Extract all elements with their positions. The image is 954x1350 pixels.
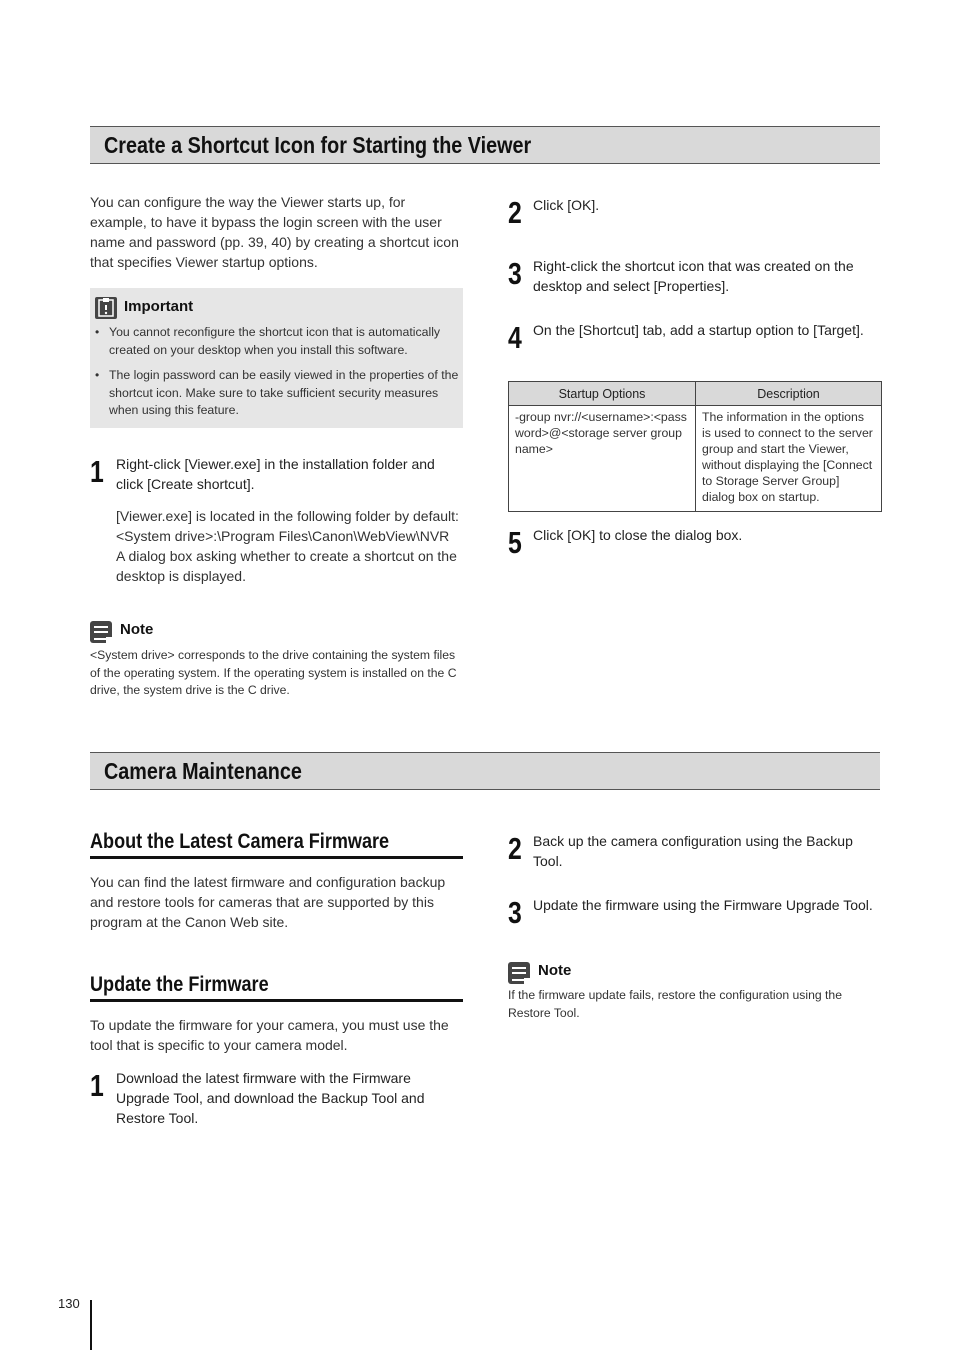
firmware-paragraph: You can find the latest firmware and configuration backup and restore tools for cameras that are supported by this program at the Canon Web site.: [90, 874, 446, 930]
step-text: Download the latest firmware with the Firmware Upgrade Tool, and download the Backup Tool and Restore Tool.: [116, 1070, 425, 1126]
important-item: You cannot reconfigure the shortcut icon that is automatically created on your desktop when you install this software.: [109, 325, 441, 357]
table-header: Startup Options: [509, 382, 696, 406]
subheading-latest-firmware: [90, 826, 463, 859]
note-label: Note: [538, 962, 572, 979]
step-text: Right-click [Viewer.exe] in the installation folder and click [Create shortcut].: [116, 456, 435, 492]
step-detail-path: <System drive>:\Program Files\Canon\WebView\NVR: [116, 528, 450, 544]
table-cell: [509, 406, 696, 512]
step-number: 1: [90, 454, 104, 489]
page-number: 130: [58, 1296, 80, 1311]
step-text: Click [OK] to close the dialog box.: [533, 527, 743, 543]
subheading-text: About the Latest Camera Firmware: [90, 830, 390, 853]
important-item: The login password can be easily viewed in the properties of the shortcut icon. Make sure to take sufficient security measures when using this feature.: [109, 368, 459, 417]
step-text: Click [OK].: [533, 197, 600, 213]
note-text: If the firmware update fails, restore the configuration using the Restore Tool.: [508, 988, 842, 1020]
section-title: Camera Maintenance: [104, 758, 302, 784]
step-number: 2: [508, 831, 522, 866]
subheading-text: Update the Firmware: [90, 973, 269, 996]
important-icon: [95, 297, 117, 319]
step-text: Right-click the shortcut icon that was created on the desktop and select [Properties].: [533, 258, 854, 294]
step-detail-line: [Viewer.exe] is located in the following folder by default:: [116, 508, 459, 524]
step-number: 1: [90, 1068, 104, 1103]
table-row: [509, 406, 882, 512]
startup-options-table: [508, 381, 882, 512]
note-icon: [90, 621, 112, 643]
step-detail: [116, 506, 461, 586]
subheading-update-firmware: [90, 969, 463, 1002]
important-label: Important: [124, 298, 194, 315]
step-number: 5: [508, 525, 522, 560]
table-cell: The information in the options is used to connect to the server group and start the Viewer, without displaying the [Connect to Storage Server Group] dialog box on startup.: [696, 406, 882, 512]
footer-rule: [90, 1300, 92, 1350]
step-number: 3: [508, 256, 522, 291]
intro-paragraph: You can configure the way the Viewer starts up, for example, to have it bypass the login screen with the user name and password (pp. 39, 40) by creating a shortcut icon that specifies Viewer startup options.: [90, 194, 459, 270]
step-number: 4: [508, 320, 522, 355]
step-text: Update the firmware using the Firmware Upgrade Tool.: [533, 897, 873, 913]
step-detail-line: A dialog box asking whether to create a shortcut on the desktop is displayed.: [116, 548, 457, 584]
table-header-row: [509, 382, 882, 406]
note-text: <System drive> corresponds to the drive containing the system files of the operating system. If the operating system is installed on the C drive, the system drive is the C drive.: [90, 648, 457, 697]
step-number: 2: [508, 195, 522, 230]
note-label: Note: [120, 621, 154, 638]
note-icon: [508, 962, 530, 984]
table-cell-text: -group nvr://<username>:<password>@<storage server group name>: [515, 410, 687, 456]
step-text: On the [Shortcut] tab, add a startup option to [Target].: [533, 322, 864, 338]
update-paragraph: To update the firmware for your camera, you must use the tool that is specific to your camera model.: [90, 1017, 449, 1053]
bullet-marker: •: [95, 368, 100, 382]
important-box: [90, 288, 463, 428]
bullet-marker: •: [95, 325, 100, 339]
step-text: Back up the camera configuration using the Backup Tool.: [533, 833, 853, 869]
table-header: Description: [696, 382, 882, 406]
step-number: 3: [508, 895, 522, 930]
section-header-shortcut: [90, 126, 880, 164]
section-header-camera-maintenance: [90, 752, 880, 790]
section-title: Create a Shortcut Icon for Starting the Viewer: [104, 132, 532, 158]
